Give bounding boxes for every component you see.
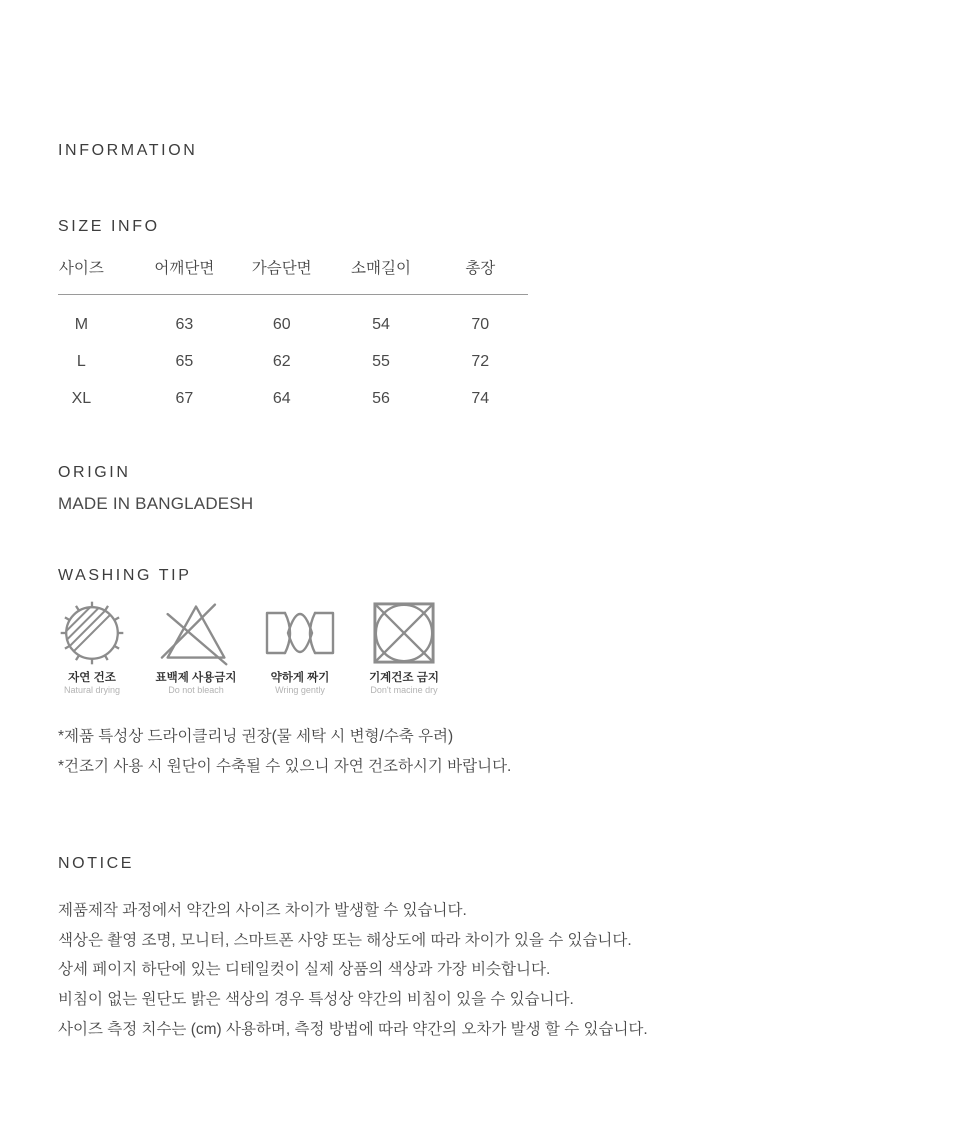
size-table-body (58, 317, 528, 407)
notice-line: 제품제작 과정에서 약간의 사이즈 차이가 발생할 수 있습니다. (58, 902, 467, 920)
do-not-bleach-icon (160, 599, 232, 667)
cell-value: 62 (272, 352, 291, 370)
cell-value: 55 (372, 352, 390, 370)
size-table-header-row (58, 261, 528, 277)
col-header-size: 사이즈 (58, 260, 104, 277)
care-label-ko: 기계건조 금지 (369, 671, 439, 684)
cell-value: 72 (471, 352, 490, 370)
information-title: INFORMATION (58, 142, 198, 159)
notice-title: NOTICE (58, 855, 135, 873)
col-header-shoulder: 어깨단면 (154, 260, 215, 277)
notice-line: 사이즈 측정 치수는 (cm) 사용하며, 측정 방법에 따라 약간의 오차가 발생 할 수 있습니다. (58, 1020, 648, 1038)
care-label-en: Natural drying (63, 685, 121, 696)
care-icons-row (58, 599, 960, 697)
care-item-wring-gently (266, 599, 334, 697)
origin-value: MADE IN BANGLADESH (58, 493, 254, 513)
table-row (58, 317, 528, 333)
care-label-en: Wring gently (275, 685, 325, 696)
care-label-en: Don't macine dry (370, 685, 438, 696)
col-header-chest: 가슴단면 (251, 260, 312, 277)
table-row (58, 391, 528, 407)
cell-value: 60 (272, 315, 291, 333)
wring-gently-icon (264, 599, 336, 667)
table-row (58, 354, 528, 370)
cell-value: 67 (175, 389, 194, 407)
size-label: XL (71, 389, 92, 407)
notice-line: 상세 페이지 하단에 있는 디테일컷이 실제 상품의 색상과 가장 비슷합니다. (58, 961, 551, 979)
cell-value: 65 (175, 352, 194, 370)
cell-value: 70 (471, 315, 490, 333)
washing-tip-title: WASHING TIP (58, 566, 192, 584)
cell-value: 56 (372, 389, 390, 407)
origin-title: ORIGIN (58, 463, 131, 481)
cell-value: 64 (272, 389, 291, 407)
table-divider (58, 294, 528, 295)
care-item-natural-dry (58, 599, 126, 697)
washing-notes (58, 722, 960, 782)
notice-line: 색상은 촬영 조명, 모니터, 스마트폰 사양 또는 해상도에 따라 차이가 있을 수 있습니다. (58, 931, 632, 949)
cell-value: 63 (175, 315, 194, 333)
care-item-no-machine-dry (370, 599, 438, 697)
col-header-sleeve: 소매길이 (351, 260, 411, 277)
care-label-en: Do not bleach (168, 685, 224, 696)
col-header-length: 총장 (465, 260, 496, 277)
notice-line: 비침이 없는 원단도 밝은 색상의 경우 특성상 약간의 비침이 있을 수 있습니다. (58, 991, 574, 1009)
washing-note-line: *제품 특성상 드라이클리닝 권장(물 세탁 시 변형/수축 우려) (58, 728, 454, 746)
washing-note-line: *건조기 사용 시 원단이 수축될 수 있으니 자연 건조하시기 바랍니다. (58, 758, 512, 776)
size-label: L (76, 352, 86, 370)
no-machine-dry-icon (372, 599, 436, 667)
size-info-title: SIZE INFO (58, 218, 160, 235)
care-label-ko: 자연 건조 (68, 671, 116, 684)
care-item-do-not-bleach (155, 599, 237, 697)
cell-value: 74 (471, 389, 490, 407)
care-label-ko: 약하게 짜기 (270, 671, 330, 684)
notice-lines (58, 896, 960, 1045)
size-table (58, 261, 528, 407)
care-label-ko: 표백제 사용금지 (155, 671, 237, 684)
cell-value: 54 (372, 315, 390, 333)
natural-dry-icon (57, 599, 127, 667)
size-label: M (74, 315, 89, 333)
